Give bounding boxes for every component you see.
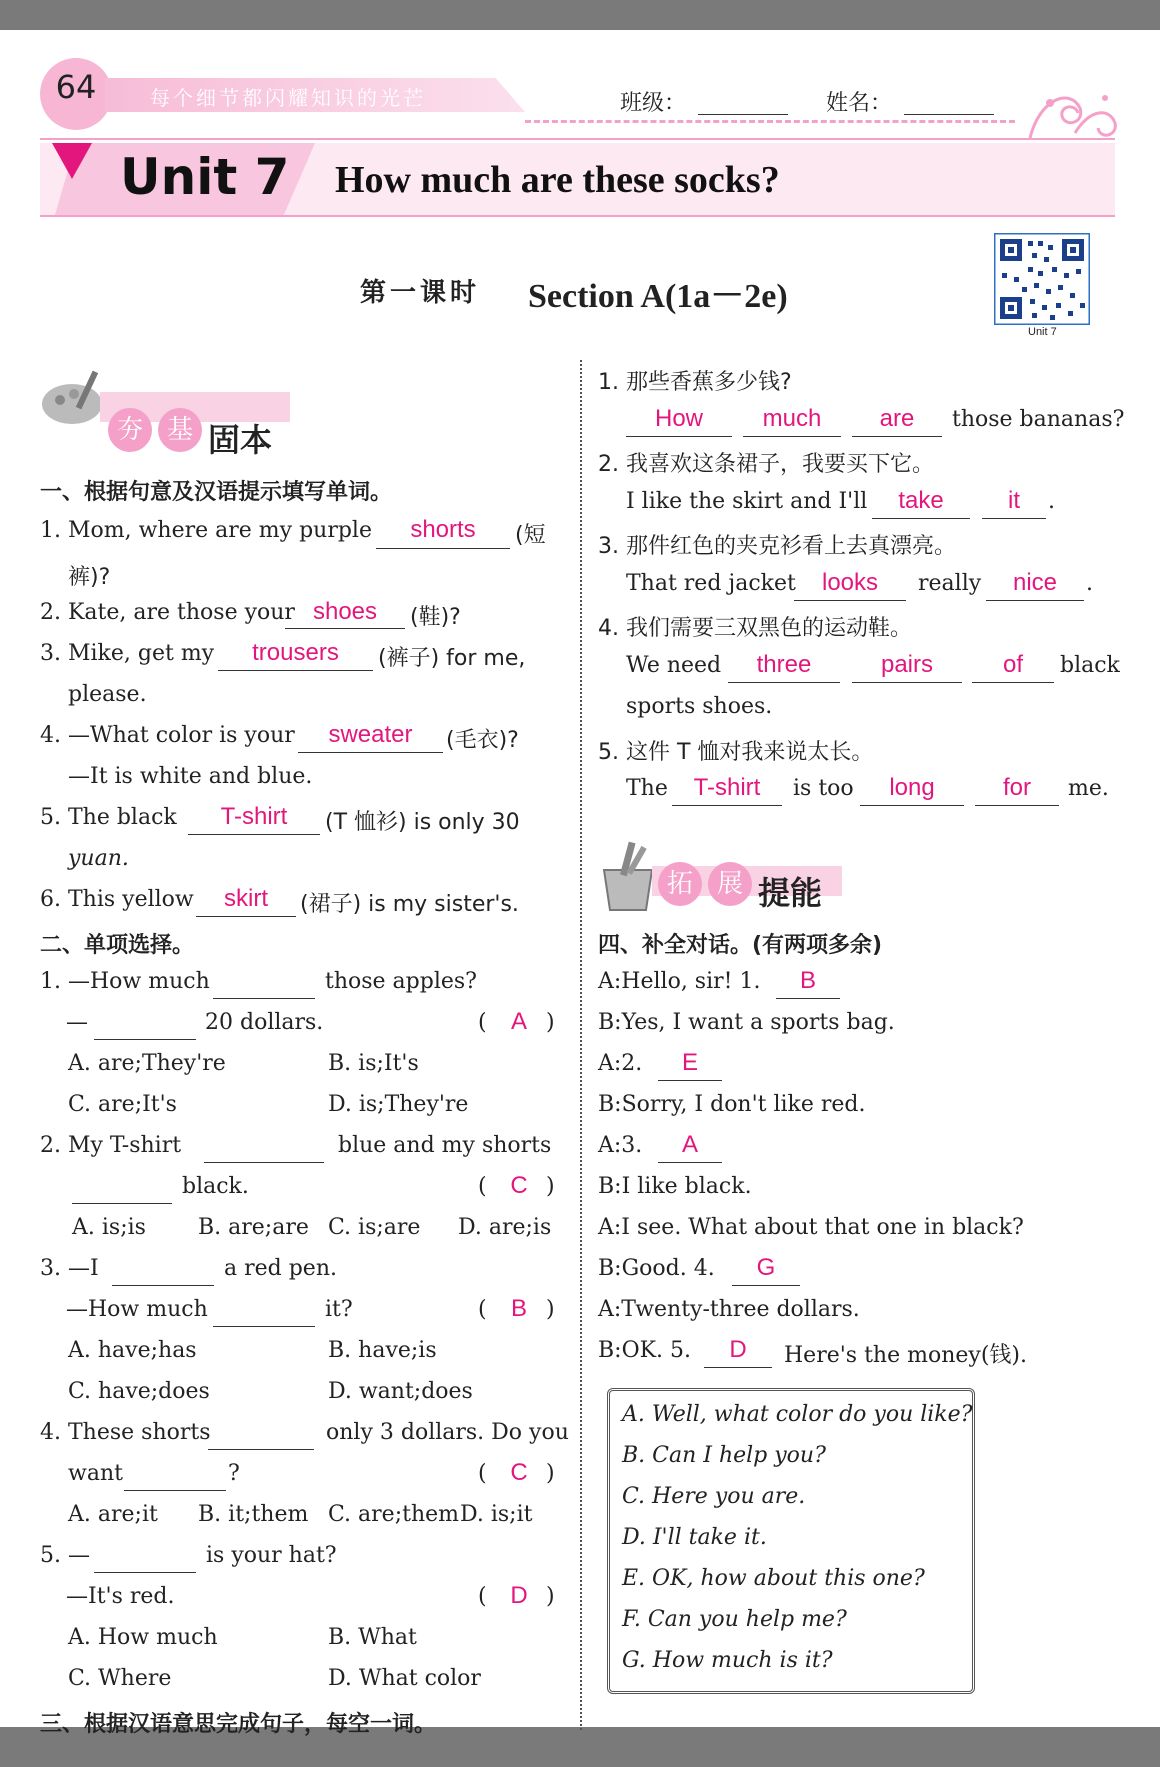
r-s4-ans3: of (1002, 651, 1023, 678)
p2-q2-b: blue and my shorts (338, 1133, 552, 1158)
r-s1-ans3: are (879, 405, 915, 432)
p2-q4-b: only 3 dollars. Do you (326, 1420, 569, 1445)
p2-q3-opt-c: C. have;does (68, 1379, 210, 1404)
dlg-line-9: A:Twenty-three dollars. (598, 1297, 860, 1322)
p2-q2-opt-d: D. are;is (458, 1215, 552, 1240)
p2-q4-paren: ( (478, 1461, 487, 1486)
p2-q3-opt-a: A. have;has (68, 1338, 197, 1363)
p2-q3-answer: B (510, 1295, 527, 1322)
dlg-blank-1 (776, 998, 840, 999)
p2-q2-a: 2. My T-shirt (40, 1133, 182, 1158)
p1-q1-answer: shorts (410, 516, 476, 543)
p1-q6-answer: skirt (224, 885, 268, 912)
p2-q2-paren: ( (478, 1174, 487, 1199)
class-label: 班级： (620, 91, 687, 116)
p2-q5-c: —It's red. (66, 1584, 175, 1609)
dlg-blank-4 (732, 1285, 800, 1286)
p2-q4-opt-d: D. is;it (460, 1502, 533, 1527)
r-s5-ans3: for (1002, 774, 1031, 801)
bucket-brush-icon (598, 840, 658, 914)
r-s3-blank1 (794, 600, 906, 601)
r-s2-cn: 2. 我喜欢这条裙子，我要买下它。 (598, 452, 934, 477)
r-s4-cont: sports shoes. (626, 694, 773, 719)
p2-q1-opt-c: C. are;It's (68, 1092, 177, 1117)
dlg-blank-3 (658, 1162, 722, 1163)
r-s1-cn: 1. 那些香蕉多少钱? (598, 370, 792, 395)
dlg-line-5: A:3. (598, 1133, 643, 1158)
p2-q3-opt-b: B. have;is (328, 1338, 437, 1363)
p2-q3-b: a red pen. (224, 1256, 337, 1281)
p1-q1-cont: 裤)? (68, 565, 111, 590)
r-s4-post: black (1060, 653, 1120, 678)
worksheet-page (0, 30, 1160, 1737)
section-title: Section A(1a－2e) (528, 278, 788, 315)
p2-q4-paren-close: ) (546, 1461, 555, 1486)
dlg-line-6: B:I like black. (598, 1174, 752, 1199)
p2-q4-blank2 (124, 1490, 226, 1491)
p2-q2-blank2 (72, 1203, 172, 1204)
p1-q1-blank (376, 548, 510, 549)
p1-q4-cont: —It is white and blue. (68, 764, 313, 789)
p2-q2-opt-b: B. are;are (198, 1215, 309, 1240)
p1-q2-blank (285, 628, 405, 629)
r-s5-mid: is too (793, 776, 854, 801)
p1-q1: 1. Mom, where are my purple (40, 518, 372, 543)
r-s4-ans1: three (756, 651, 812, 678)
r-s5-pre: The (626, 776, 668, 801)
dlg-blank-2 (658, 1080, 722, 1081)
name-label: 姓名： (826, 91, 893, 116)
banner-circle-a: 夯 (108, 408, 152, 452)
r-s1-post: those bananas? (952, 407, 1125, 432)
p2-q1-answer: A (510, 1008, 527, 1035)
r-s5-ans1: T-shirt (693, 774, 761, 801)
p1-q4-answer: sweater (328, 721, 413, 748)
name-field[interactable] (904, 114, 994, 115)
option-a: A. Well, what color do you like? (622, 1402, 973, 1427)
unit-title: How much are these socks? (335, 159, 780, 201)
r-s5-cn: 5. 这件 T 恤对我来说太长。 (598, 740, 874, 765)
dlg-line-3: A:2. (598, 1051, 643, 1076)
r-s1-ans1: How (654, 405, 703, 432)
p2-q5-blank1 (94, 1572, 196, 1573)
p1-q5-blank (188, 834, 320, 835)
p2-q1-paren: ( (478, 1010, 487, 1035)
r-s4-ans2: pairs (880, 651, 934, 678)
unit-bar-rule (40, 215, 1115, 217)
r-s4-blank2 (852, 682, 962, 683)
p2-q4-blank1 (208, 1449, 314, 1450)
class-field[interactable] (698, 114, 788, 115)
p2-q5-paren-close: ) (546, 1584, 555, 1609)
p1-q3-post: (裤子) for me, (378, 646, 526, 671)
dlg-answer-1: B (799, 967, 816, 994)
p2-q4-c: want (68, 1461, 123, 1486)
p2-q3-a: 3. —I (40, 1256, 99, 1281)
p2-q1-d: 20 dollars. (205, 1010, 324, 1035)
r-s2-ans1: take (898, 487, 944, 514)
p1-q4-blank (298, 752, 443, 753)
p1-q3: 3. Mike, get my (40, 641, 215, 666)
ext-circle-b: 展 (708, 862, 752, 906)
r-s2-blank2 (982, 518, 1046, 519)
r-s3-mid: really (918, 571, 982, 596)
p2-q5-answer: D (510, 1582, 528, 1609)
p1-q2: 2. Kate, are those your (40, 600, 295, 625)
p2-q5-paren: ( (478, 1584, 487, 1609)
p1-q5-answer: T-shirt (220, 803, 288, 830)
option-e: E. OK, how about this one? (622, 1566, 925, 1591)
ext-circle-a: 拓 (658, 862, 702, 906)
dlg-answer-4: G (756, 1254, 776, 1281)
p2-q3-paren: ( (478, 1297, 487, 1322)
header-rule (40, 138, 1115, 140)
dlg-blank-5 (704, 1367, 772, 1368)
option-c: C. Here you are. (622, 1484, 806, 1509)
p2-q2-answer: C (510, 1172, 528, 1199)
r-s1-blank2 (743, 436, 841, 437)
r-s2-end: . (1048, 489, 1055, 514)
option-d: D. I'll take it. (622, 1525, 767, 1550)
p2-q1-paren-close: ) (546, 1010, 555, 1035)
r-s1-blank3 (852, 436, 942, 437)
r-s1-ans2: much (762, 405, 822, 432)
p2-q2-blank1 (204, 1162, 324, 1163)
r-s5-ans2: long (889, 774, 935, 801)
p1-q2-post: (鞋)? (410, 605, 461, 630)
p2-q2-opt-c: C. is;are (328, 1215, 421, 1240)
dlg-answer-2: E (681, 1049, 698, 1076)
header-dash-line (525, 120, 1015, 123)
p1-q6: 6. This yellow (40, 887, 194, 912)
r-s1-blank1 (626, 436, 732, 437)
r-s3-pre: That red jacket (626, 571, 796, 596)
r-s2-ans2: it (1008, 487, 1020, 514)
r-s3-ans2: nice (1012, 569, 1058, 596)
p1-q3-cont: please. (68, 682, 147, 707)
option-b: B. Can I help you? (622, 1443, 826, 1468)
r-s4-blank1 (728, 682, 840, 683)
r-s2-pre: I like the skirt and I'll (626, 489, 868, 514)
r-s4-blank3 (972, 682, 1054, 683)
r-s5-blank3 (975, 805, 1059, 806)
p1-q1-post: (短 (515, 523, 546, 548)
r-s2-blank1 (872, 518, 970, 519)
p1-q2-answer: shoes (312, 598, 378, 625)
p2-q3-paren-close: ) (546, 1297, 555, 1322)
banner-text: 固本 (208, 421, 273, 459)
qr-code[interactable] (994, 233, 1090, 325)
p1-q3-answer: trousers (252, 639, 339, 666)
p2-q3-blank1 (112, 1285, 214, 1286)
p2-q5-opt-b: B. What (328, 1625, 417, 1650)
p2-q5-opt-d: D. What color (328, 1666, 481, 1691)
p1-q5-cont: yuan. (68, 846, 129, 871)
dlg-line-10-post: Here's the money(钱). (784, 1343, 1027, 1368)
p2-q4-opt-a: A. are;it (68, 1502, 158, 1527)
p2-q2-paren-close: ) (546, 1174, 555, 1199)
p2-q1-opt-b: B. is;It's (328, 1051, 419, 1076)
p2-q4-d: ? (228, 1461, 240, 1486)
unit-triangle (52, 143, 92, 179)
part2-title: 二、单项选择。 (40, 933, 195, 958)
p2-q4-opt-c: C. are;them (328, 1502, 459, 1527)
qr-caption: Unit 7 (1028, 326, 1057, 338)
p2-q5-a: 5. — (40, 1543, 90, 1568)
p2-q3-blank2 (213, 1326, 315, 1327)
p2-q3-c: —How much (66, 1297, 208, 1322)
dlg-line-1: A:Hello, sir! 1. (598, 969, 761, 994)
ext-banner-text: 提能 (758, 874, 823, 912)
p1-q6-blank (196, 916, 296, 917)
p2-q1-b: those apples? (325, 969, 477, 994)
r-s5-blank2 (860, 805, 964, 806)
p2-q5-b: is your hat? (206, 1543, 337, 1568)
part4-title: 四、补全对话。(有两项多余) (598, 933, 883, 958)
part1-title: 一、根据句意及汉语提示填写单词。 (40, 480, 393, 505)
p2-q1-opt-d: D. is;They're (328, 1092, 469, 1117)
p1-q5-post: (T 恤衫) is only 30 (325, 810, 520, 835)
dlg-answer-5: D (729, 1336, 747, 1363)
column-divider (580, 360, 582, 1730)
page-number: 64 (55, 68, 97, 106)
r-s5-post: me. (1068, 776, 1109, 801)
dlg-line-8: B:Good. 4. (598, 1256, 715, 1281)
p2-q1-blank1 (213, 998, 315, 999)
p2-q3-d: it? (325, 1297, 353, 1322)
p2-q2-c: black. (182, 1174, 249, 1199)
unit-label: Unit 7 (120, 148, 290, 206)
dlg-line-7: A:I see. What about that one in black? (598, 1215, 1024, 1240)
r-s3-blank2 (986, 600, 1084, 601)
p1-q5: 5. The black (40, 805, 177, 830)
p2-q4-opt-b: B. it;them (198, 1502, 309, 1527)
p2-q5-opt-c: C. Where (68, 1666, 172, 1691)
p1-q6-post: (裙子) is my sister's. (300, 892, 519, 917)
p2-q2-opt-a: A. is;is (72, 1215, 146, 1240)
dlg-line-10: B:OK. 5. (598, 1338, 692, 1363)
p2-q3-opt-d: D. want;does (328, 1379, 473, 1404)
r-s3-cn: 3. 那件红色的夹克衫看上去真漂亮。 (598, 534, 956, 559)
r-s4-cn: 4. 我们需要三双黑色的运动鞋。 (598, 616, 912, 641)
p1-q4: 4. —What color is your (40, 723, 295, 748)
r-s5-blank1 (672, 805, 782, 806)
lesson-label: 第一课时 (360, 278, 481, 308)
r-s3-end: . (1086, 571, 1093, 596)
dlg-line-4: B:Sorry, I don't like red. (598, 1092, 866, 1117)
p1-q4-post: (毛衣)? (446, 728, 519, 753)
option-f: F. Can you help me? (622, 1607, 847, 1632)
part3-title: 三、根据汉语意思完成句子，每空一词。 (40, 1712, 437, 1737)
p2-q1-blank2 (94, 1039, 196, 1040)
r-s3-ans1: looks (821, 569, 879, 596)
p1-q3-blank (218, 670, 373, 671)
p2-q1-opt-a: A. are;They're (68, 1051, 226, 1076)
dlg-line-2: B:Yes, I want a sports bag. (598, 1010, 895, 1035)
p2-q1-a: 1. —How much (40, 969, 210, 994)
p2-q4-a: 4. These shorts (40, 1420, 211, 1445)
dlg-answer-3: A (681, 1131, 698, 1158)
p2-q1-c: — (66, 1010, 88, 1035)
r-s4-pre: We need (626, 653, 722, 678)
p2-q5-opt-a: A. How much (68, 1625, 218, 1650)
banner-circle-b: 基 (158, 408, 202, 452)
p2-q4-answer: C (510, 1459, 528, 1486)
option-g: G. How much is it? (622, 1648, 833, 1673)
slogan: 每个细节都闪耀知识的光芒 (150, 86, 426, 110)
